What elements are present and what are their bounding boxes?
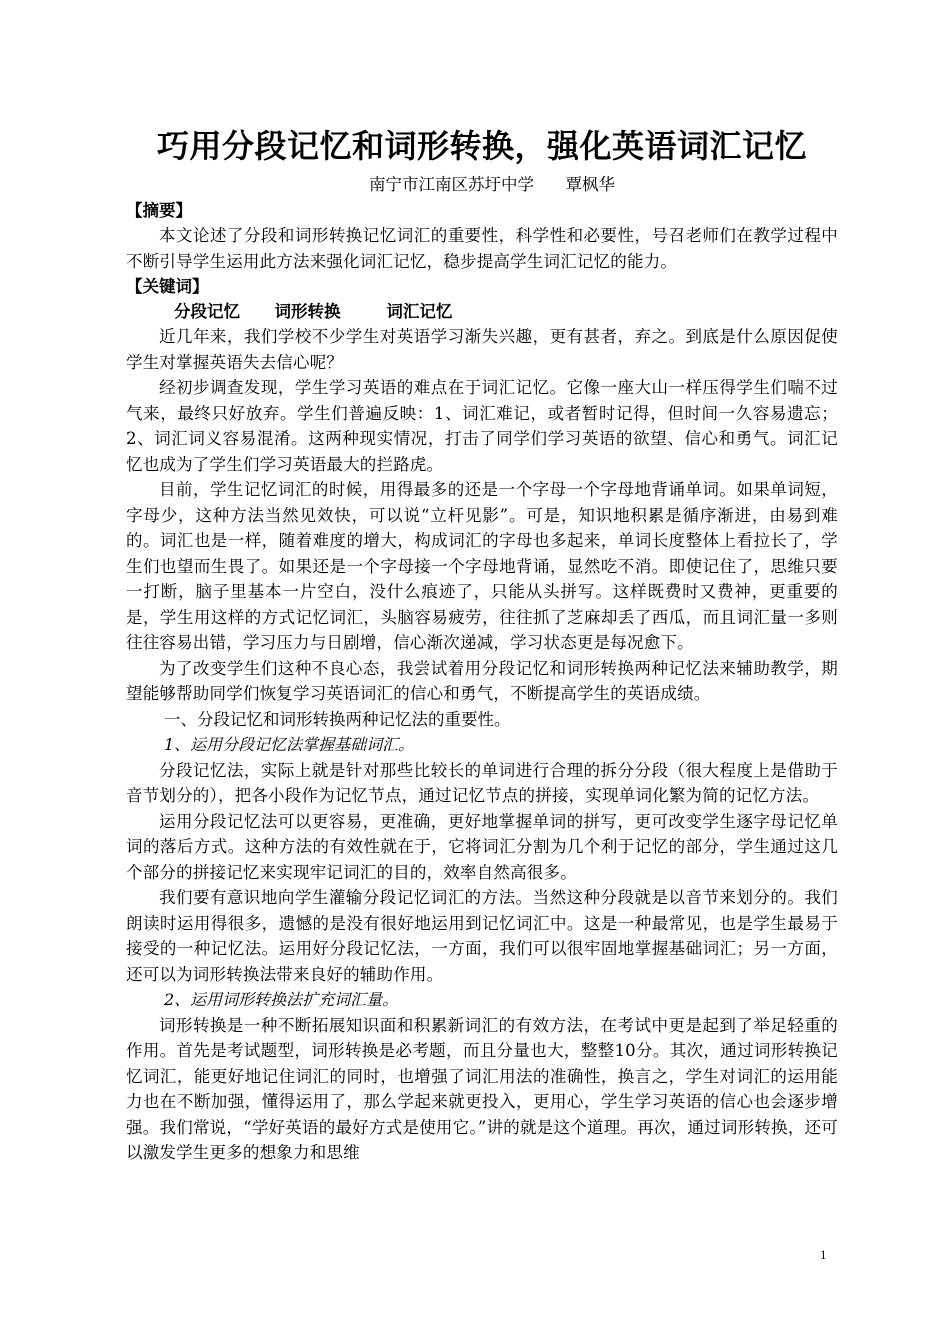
body-paragraph: 为了改变学生们这种不良心态，我尝试着用分段记忆和词形转换两种记忆法来辅助教学，期望能够帮助同学们恢复学习英语词汇的信心和勇气，不断提高学生的英语成绩。 <box>126 658 838 703</box>
body-paragraph: 经初步调查发现，学生学习英语的难点在于词汇记忆。它像一座大山一样压得学生们喘不过气来，最终只好放弃。学生们普遍反映：1、词汇难记，或者暂时记得，但时间一久容易遗忘；2、词汇词义容易混淆。这两种现实情况，打击了同学们学习英语的欲望、信心和勇气。词汇记忆也成为了学生们学习英语最大的拦路虎。 <box>126 378 838 474</box>
body-paragraph: 词形转换是一种不断拓展知识面和积累新词汇的有效方法，在考试中更是起到了举足轻重的作用。首先是考试题型，词形转换是必考题，而且分量也大，整整10分。其次，通过词形转换记忆词汇，能更好地记住词汇的同时，也增强了词汇用法的准确性，换言之，学生对词汇的运用能力也在不断加强，懂得运用了，那么学起来就更投入，更用心，学生学习英语的信心也会逐步增强。我们常说，“学好英语的最好方式是使用它。”讲的就是这个道理。再次，通过词形转换，还可以激发学生更多的想象力和思维 <box>126 1015 838 1162</box>
document-page <box>126 120 838 1166</box>
body-paragraph: 近几年来，我们学校不少学生对英语学习渐失兴趣，更有甚者，弃之。到底是什么原因促使学生对掌握英语失去信心呢？ <box>126 327 838 372</box>
abstract-label: 【摘要】 <box>126 201 192 220</box>
document-title: 巧用分段记忆和词形转换，强化英语词汇记忆 <box>156 127 807 165</box>
subsection-heading: 1、运用分段记忆法掌握基础词汇。 <box>164 735 415 754</box>
body-paragraph: 我们要有意识地向学生灌输分段记忆词汇的方法。当然这种分段就是以音节来划分的。我们朗读时运用得很多，遗憾的是没有很好地运用到记忆词汇中。这是一种最常见，也是学生最易于接受的一种记忆法。运用好分段记忆法，一方面，我们可以很牢固地掌握基础词汇；另一方面，还可以为词形转换法带来良好的辅助作用。 <box>126 888 838 984</box>
keywords-label: 【关键词】 <box>126 277 209 296</box>
body-paragraph: 分段记忆法，实际上就是针对那些比较长的单词进行合理的拆分分段（很大程度上是借助于音节划分的），把各小段作为记忆节点，通过记忆节点的拼接，实现单词化繁为简的记忆方法。 <box>126 760 838 805</box>
body-paragraph: 运用分段记忆法可以更容易，更准确，更好地掌握单词的拼写，更可改变学生逐字母记忆单词的落后方式。这种方法的有效性就在于，它将词汇分割为几个利于记忆的部分，学生通过这几个部分的拼接记忆来实现牢记词汇的目的，效率自然高很多。 <box>126 811 838 882</box>
page-number: 1 <box>820 1247 827 1262</box>
section-heading: 一、分段记忆和词形转换两种记忆法的重要性。 <box>164 709 511 729</box>
author-line: 南宁市江南区苏圩中学 覃枫华 <box>369 175 615 194</box>
keywords-text: 分段记忆 词形转换 词汇记忆 <box>174 302 453 321</box>
abstract-text: 本文论述了分段和词形转换记忆词汇的重要性，科学性和必要性，号召老师们在教学过程中不断引导学生运用此方法来强化词汇记忆，稳步提高学生词汇记忆的能力。 <box>126 226 838 271</box>
subsection-heading: 2、运用词形转换法扩充词汇量。 <box>164 990 399 1009</box>
body-paragraph: 目前，学生记忆词汇的时候，用得最多的还是一个字母一个字母地背诵单词。如果单词短，字母少，这种方法当然见效快，可以说“立杆见影”。可是，知识地积累是循序渐进，由易到难的。词汇也是一样，随着难度的增大，构成词汇的字母也多起来，单词长度整体上看拉长了，学生们也望而生畏了。如果还是一个字母接一个字母地背诵，显然吃不消。即使记住了，思维只要一打断，脑子里基本一片空白，没什么痕迹了，只能从头拼写。这样既费时又费神，更重要的是，学生用这样的方式记忆词汇，头脑容易疲劳，往往抓了芝麻却丢了西瓜，而且词汇量一多则往往容易出错，学习压力与日剧增，信心渐次递减，学习状态更是每况愈下。 <box>126 480 838 652</box>
